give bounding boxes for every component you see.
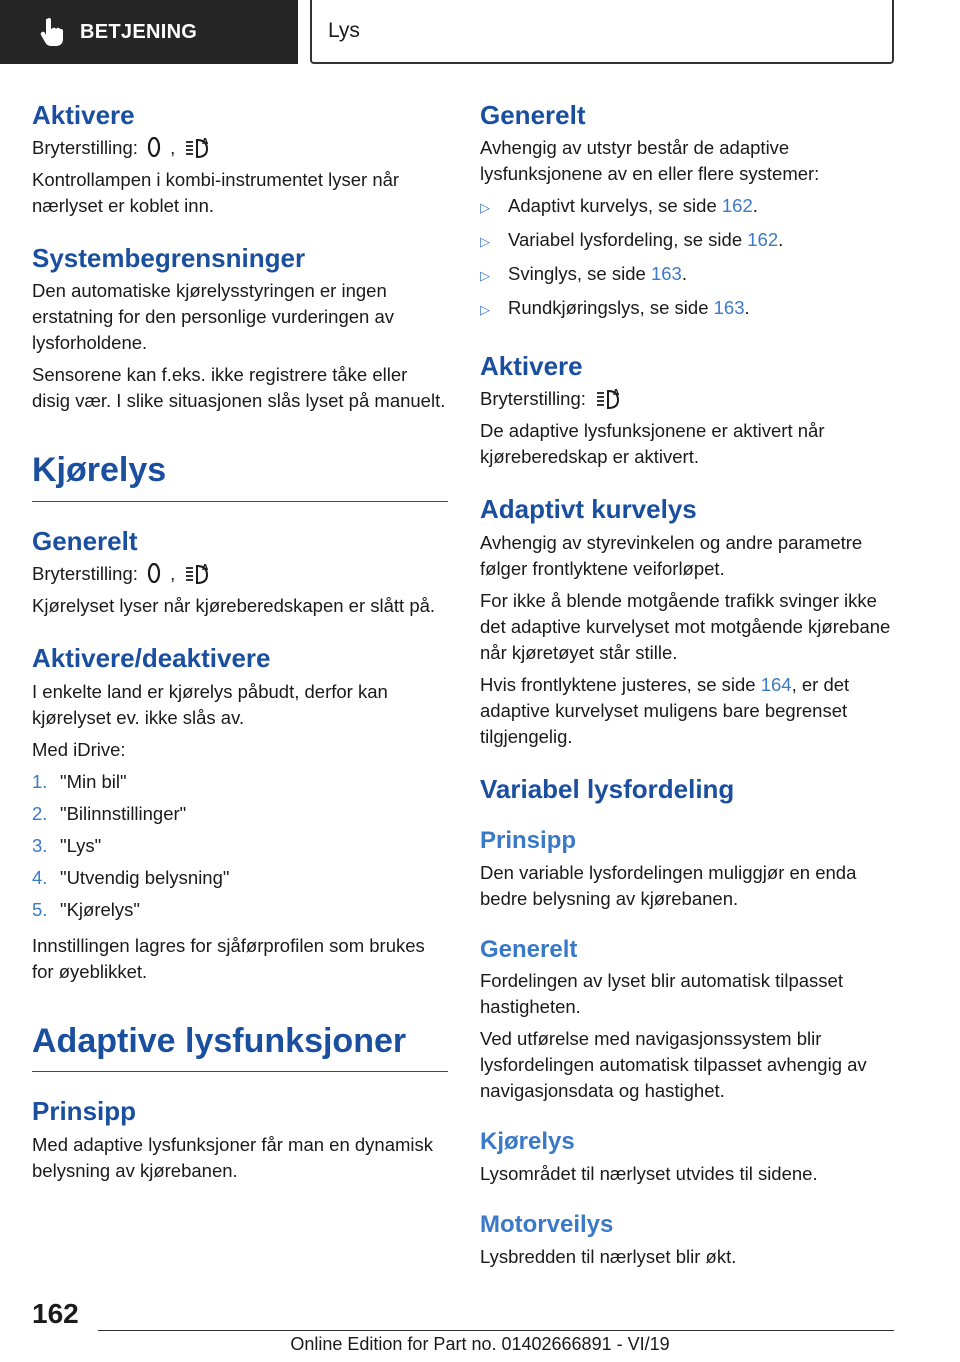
- auto-light-sensor-icon: [147, 136, 161, 158]
- kurvelys-p1: Avhengig av styrevinkelen og andre parametre følger frontlyktene veiforløpet.: [480, 531, 863, 579]
- page-link[interactable]: 164: [760, 673, 792, 695]
- page-link[interactable]: 163: [713, 297, 745, 319]
- list-item: 2. "Bilinnstillinger": [32, 802, 187, 824]
- page-link[interactable]: 162: [721, 195, 753, 217]
- list-item: ▷ Variabel lysfordeling, se side 162.: [480, 227, 896, 255]
- heading-aktivere-right: Aktivere: [480, 351, 583, 382]
- footer-edition: Online Edition for Part no. 01402666891 - VI/19: [290, 1334, 670, 1354]
- section-label: BETJENING: [80, 20, 198, 43]
- auto-headlight-icon: [595, 387, 621, 409]
- generelt-text: Avhengig av utstyr består de adaptive lysfunksjonene av en eller flere systemer:: [480, 137, 820, 185]
- idrive-steps: [32, 769, 448, 923]
- list-item: ▷ Rundkjøringslys, se side 163.: [480, 295, 896, 323]
- chapter-heading-adaptive: Adaptive lysfunksjoner: [32, 1021, 448, 1073]
- variabel-prinsipp-text: Den variable lysfordelingen muliggjør en enda bedre belysning av kjørebanen.: [480, 861, 857, 909]
- page-link[interactable]: 163: [650, 263, 682, 285]
- systembegrensninger-p2: Sensorene kan f.eks. ikke registrere tåke eller disig vær. I slike situasjonen slås lyset på manuelt.: [32, 364, 446, 412]
- heading-aktivere: Aktivere: [32, 100, 135, 130]
- variabel-generelt-p2: Ved utførelse med navigasjonssystem blir lysfordelingen automatisk tilpasset avhengig av navigasjonsdata og hastighet.: [480, 1028, 867, 1102]
- triangle-bullet-icon: ▷: [480, 234, 490, 250]
- subheading-motorveilys: Motorveilys: [480, 1211, 614, 1239]
- heading-generelt: Generelt: [32, 526, 138, 557]
- systems-list: [480, 193, 896, 323]
- triangle-bullet-icon: ▷: [480, 302, 490, 318]
- hand-pointer-icon: [38, 16, 66, 48]
- chapter-heading-kjorelys: Kjørelys: [32, 450, 448, 502]
- kurvelys-p2: For ikke å blende motgående trafikk svinger ikke det adaptive kurvelyset mot motgående kjørebane når kjøretøyet står stille.: [480, 589, 891, 663]
- auto-light-sensor-icon: [147, 562, 161, 584]
- right-column: [480, 100, 896, 1276]
- aktivere-right-text: De adaptive lysfunksjonene er aktivert når kjøreberedskap er aktivert.: [480, 420, 825, 468]
- variabel-kjorelys-text: Lysområdet til nærlyset utvides til sidene.: [480, 1163, 818, 1185]
- subheading-prinsipp: Prinsipp: [480, 826, 577, 854]
- heading-systembegrensninger: Systembegrensninger: [32, 243, 306, 274]
- aktivere-text: Kontrollampen i kombi-instrumentet lyser når nærlyset er koblet inn.: [32, 169, 400, 217]
- page-number: 162: [32, 1298, 79, 1329]
- systembegrensninger-p1: Den automatiske kjørelysstyringen er ingen erstatning for den personlige vurderingen av lysforholdene.: [32, 280, 395, 354]
- list-item: 5. "Kjørelys": [32, 898, 140, 920]
- section-tab: [0, 0, 298, 64]
- switch-position-line: Bryterstilling: , A: [32, 137, 209, 159]
- heading-prinsipp: Prinsipp: [32, 1096, 137, 1127]
- subheading-kjorelys: Kjørelys: [480, 1128, 575, 1156]
- prinsipp-text: Med adaptive lysfunksjoner får man en dynamisk belysning av kjørebanen.: [32, 1133, 434, 1181]
- list-item: ▷ Svinglys, se side 163.: [480, 261, 896, 289]
- heading-aktivere-deaktivere: Aktivere/deaktivere: [32, 643, 271, 674]
- list-item: ▷ Adaptivt kurvelys, se side 162.: [480, 193, 896, 221]
- saved-text: Innstillingen lagres for sjåførprofilen som brukes for øyeblikket.: [32, 934, 425, 982]
- list-item: 1. "Min bil": [32, 770, 127, 792]
- heading-adaptivt-kurvelys: Adaptivt kurvelys: [480, 494, 697, 525]
- chapter-title: Lys: [328, 19, 360, 42]
- switch-position-line-2: Bryterstilling: , A: [32, 563, 209, 585]
- aktdeakt-text: I enkelte land er kjørelys påbudt, derfor kan kjørelyset ev. ikke slås av.: [32, 680, 388, 728]
- kurvelys-p3: Hvis frontlyktene justeres, se side 164, er det adaptive kurvelyset muligens bare begrenset tilgjengelig.: [480, 673, 850, 747]
- svg-text:A: A: [202, 137, 209, 147]
- idrive-label: Med iDrive:: [32, 738, 126, 760]
- heading-generelt-right: Generelt: [480, 100, 586, 130]
- page-header-title: [310, 0, 894, 64]
- svg-text:A: A: [202, 563, 209, 573]
- heading-variabel-lysfordeling: Variabel lysfordeling: [480, 773, 735, 804]
- triangle-bullet-icon: ▷: [480, 268, 490, 284]
- page-link[interactable]: 162: [747, 229, 779, 251]
- list-item: 4. "Utvendig belysning": [32, 866, 230, 888]
- variabel-generelt-p1: Fordelingen av lyset blir automatisk tilpasset hastigheten.: [480, 970, 843, 1018]
- kjorelys-generelt-text: Kjørelyset lyser når kjøreberedskapen er slått på.: [32, 595, 436, 617]
- switch-position-line-3: Bryterstilling: A: [480, 388, 620, 410]
- list-item: 3. "Lys": [32, 834, 102, 856]
- triangle-bullet-icon: ▷: [480, 200, 490, 216]
- variabel-motorvei-text: Lysbredden til nærlyset blir økt.: [480, 1245, 737, 1267]
- subheading-generelt: Generelt: [480, 935, 578, 963]
- auto-headlight-icon: [184, 136, 210, 158]
- auto-headlight-icon: [184, 562, 210, 584]
- svg-text:A: A: [613, 388, 620, 398]
- left-column: [32, 100, 448, 1190]
- footer-divider: [98, 1330, 894, 1331]
